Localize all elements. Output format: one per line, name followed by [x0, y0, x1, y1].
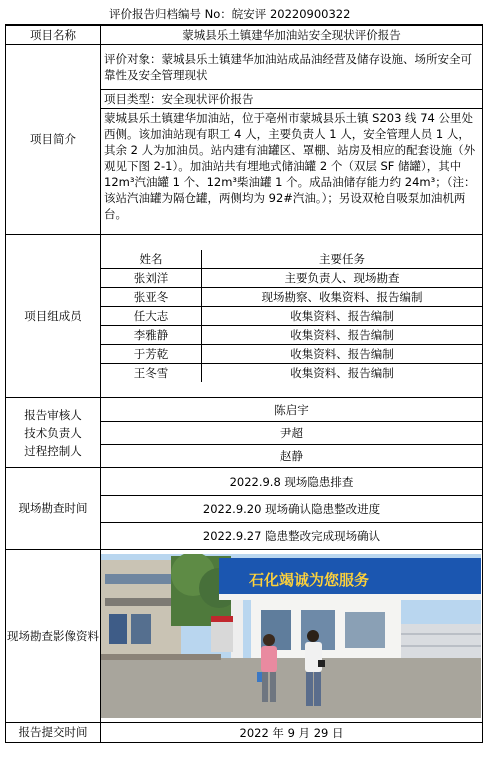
member-name: 李雅静 [101, 326, 202, 345]
team-table [101, 250, 482, 382]
member-name: 张亚冬 [101, 288, 202, 307]
member-task: 收集资料、报告编制 [202, 345, 483, 364]
reviewers-labels [6, 398, 101, 468]
process-control-label: 过程控制人 [24, 443, 82, 458]
photo-ground [101, 658, 481, 718]
member-name: 王冬雪 [101, 364, 202, 383]
team-col-task: 主要任务 [202, 250, 483, 269]
team-label: 项目组成员 [6, 235, 101, 398]
team-col-name: 姓名 [101, 250, 202, 269]
project-description-text: 蒙城县乐土镇建华加油站，位于亳州市蒙城县乐土镇 S203 线 74 公里处西侧。该加油站现有职工 4 人，主要负责人 1 人，安全管理人员 1 人，其余 2 人为加油员。站内建有油罐区、罩棚、站房及相应的配套设施（外观见下图 2-1）。加油站共有埋地式储油罐 2 个（双层 SF 储罐），其中 12m³汽油罐 1 个、12m³柴油罐 1 个。成品油储存能力约 24m³；（注：该站汽油罐为隔仓罐，两侧均为 92#汽油。）；另设双枪自吸泵加油机两台。 [101, 109, 483, 235]
team-header-row [101, 250, 482, 269]
reviewer-name: 陈启宇 [101, 399, 482, 422]
project-name-value: 蒙城县乐土镇建华加油站安全现状评价报告 [101, 26, 483, 45]
member-task: 收集资料、报告编制 [202, 307, 483, 326]
photo-sign-text: 石化竭诚为您服务 [249, 571, 370, 589]
survey-time-row [6, 468, 483, 550]
project-name-row [6, 26, 483, 45]
survey-time-table [101, 469, 482, 549]
submit-value: 2022 年 9 月 29 日 [101, 723, 483, 743]
project-intro-label: 项目简介 [6, 45, 101, 235]
survey-entry: 2022.9.27 隐患整改完成现场确认 [202, 528, 381, 543]
photo-row [6, 550, 483, 723]
submit-row [6, 723, 483, 743]
reviewers-row [6, 398, 483, 468]
team-member-row [101, 307, 482, 326]
team-member-row [101, 288, 482, 307]
tech-lead-label: 技术负责人 [24, 425, 82, 440]
survey-time-label: 现场勘查时间 [6, 468, 101, 550]
survey-entry: 2022.9.8 现场隐患排查 [101, 469, 482, 496]
member-name: 张刘洋 [101, 269, 202, 288]
archive-header [5, 4, 483, 25]
report-sheet [5, 4, 483, 743]
evaluation-object-row [6, 45, 483, 90]
archive-label: 评价报告归档编号 No： [109, 7, 232, 21]
project-name-label: 项目名称 [6, 26, 101, 45]
team-member-row [101, 326, 482, 345]
archive-number: 皖安评 20220900322 [231, 7, 351, 21]
member-task: 收集资料、报告编制 [290, 366, 394, 380]
member-task: 主要负责人、现场勘查 [202, 269, 483, 288]
team-row [6, 235, 483, 398]
team-member-row [101, 345, 482, 364]
member-name: 于芳乾 [101, 345, 202, 364]
report-table [5, 25, 483, 743]
tech-lead-name: 尹超 [101, 421, 482, 444]
team-member-row [101, 269, 482, 288]
member-task: 收集资料、报告编制 [202, 326, 483, 345]
member-name: 任大志 [101, 307, 202, 326]
photo-label: 现场勘查影像资料 [6, 550, 101, 723]
reviewers-table [101, 399, 482, 467]
team-member-row [101, 364, 482, 383]
site-photo [101, 554, 481, 718]
evaluation-object-text: 评价对象：蒙城县乐土镇建华加油站成品油经营及储存设施、场所安全可靠性及安全管理现状 [101, 45, 483, 90]
member-task: 现场勘察、收集资料、报告编制 [202, 288, 483, 307]
submit-label: 报告提交时间 [6, 723, 101, 743]
project-type-text: 项目类型：安全现状评价报告 [101, 90, 483, 109]
reviewer-label: 报告审核人 [24, 407, 82, 422]
survey-entry: 2022.9.20 现场确认隐患整改进度 [101, 495, 482, 522]
process-control-name: 赵静 [280, 448, 303, 463]
